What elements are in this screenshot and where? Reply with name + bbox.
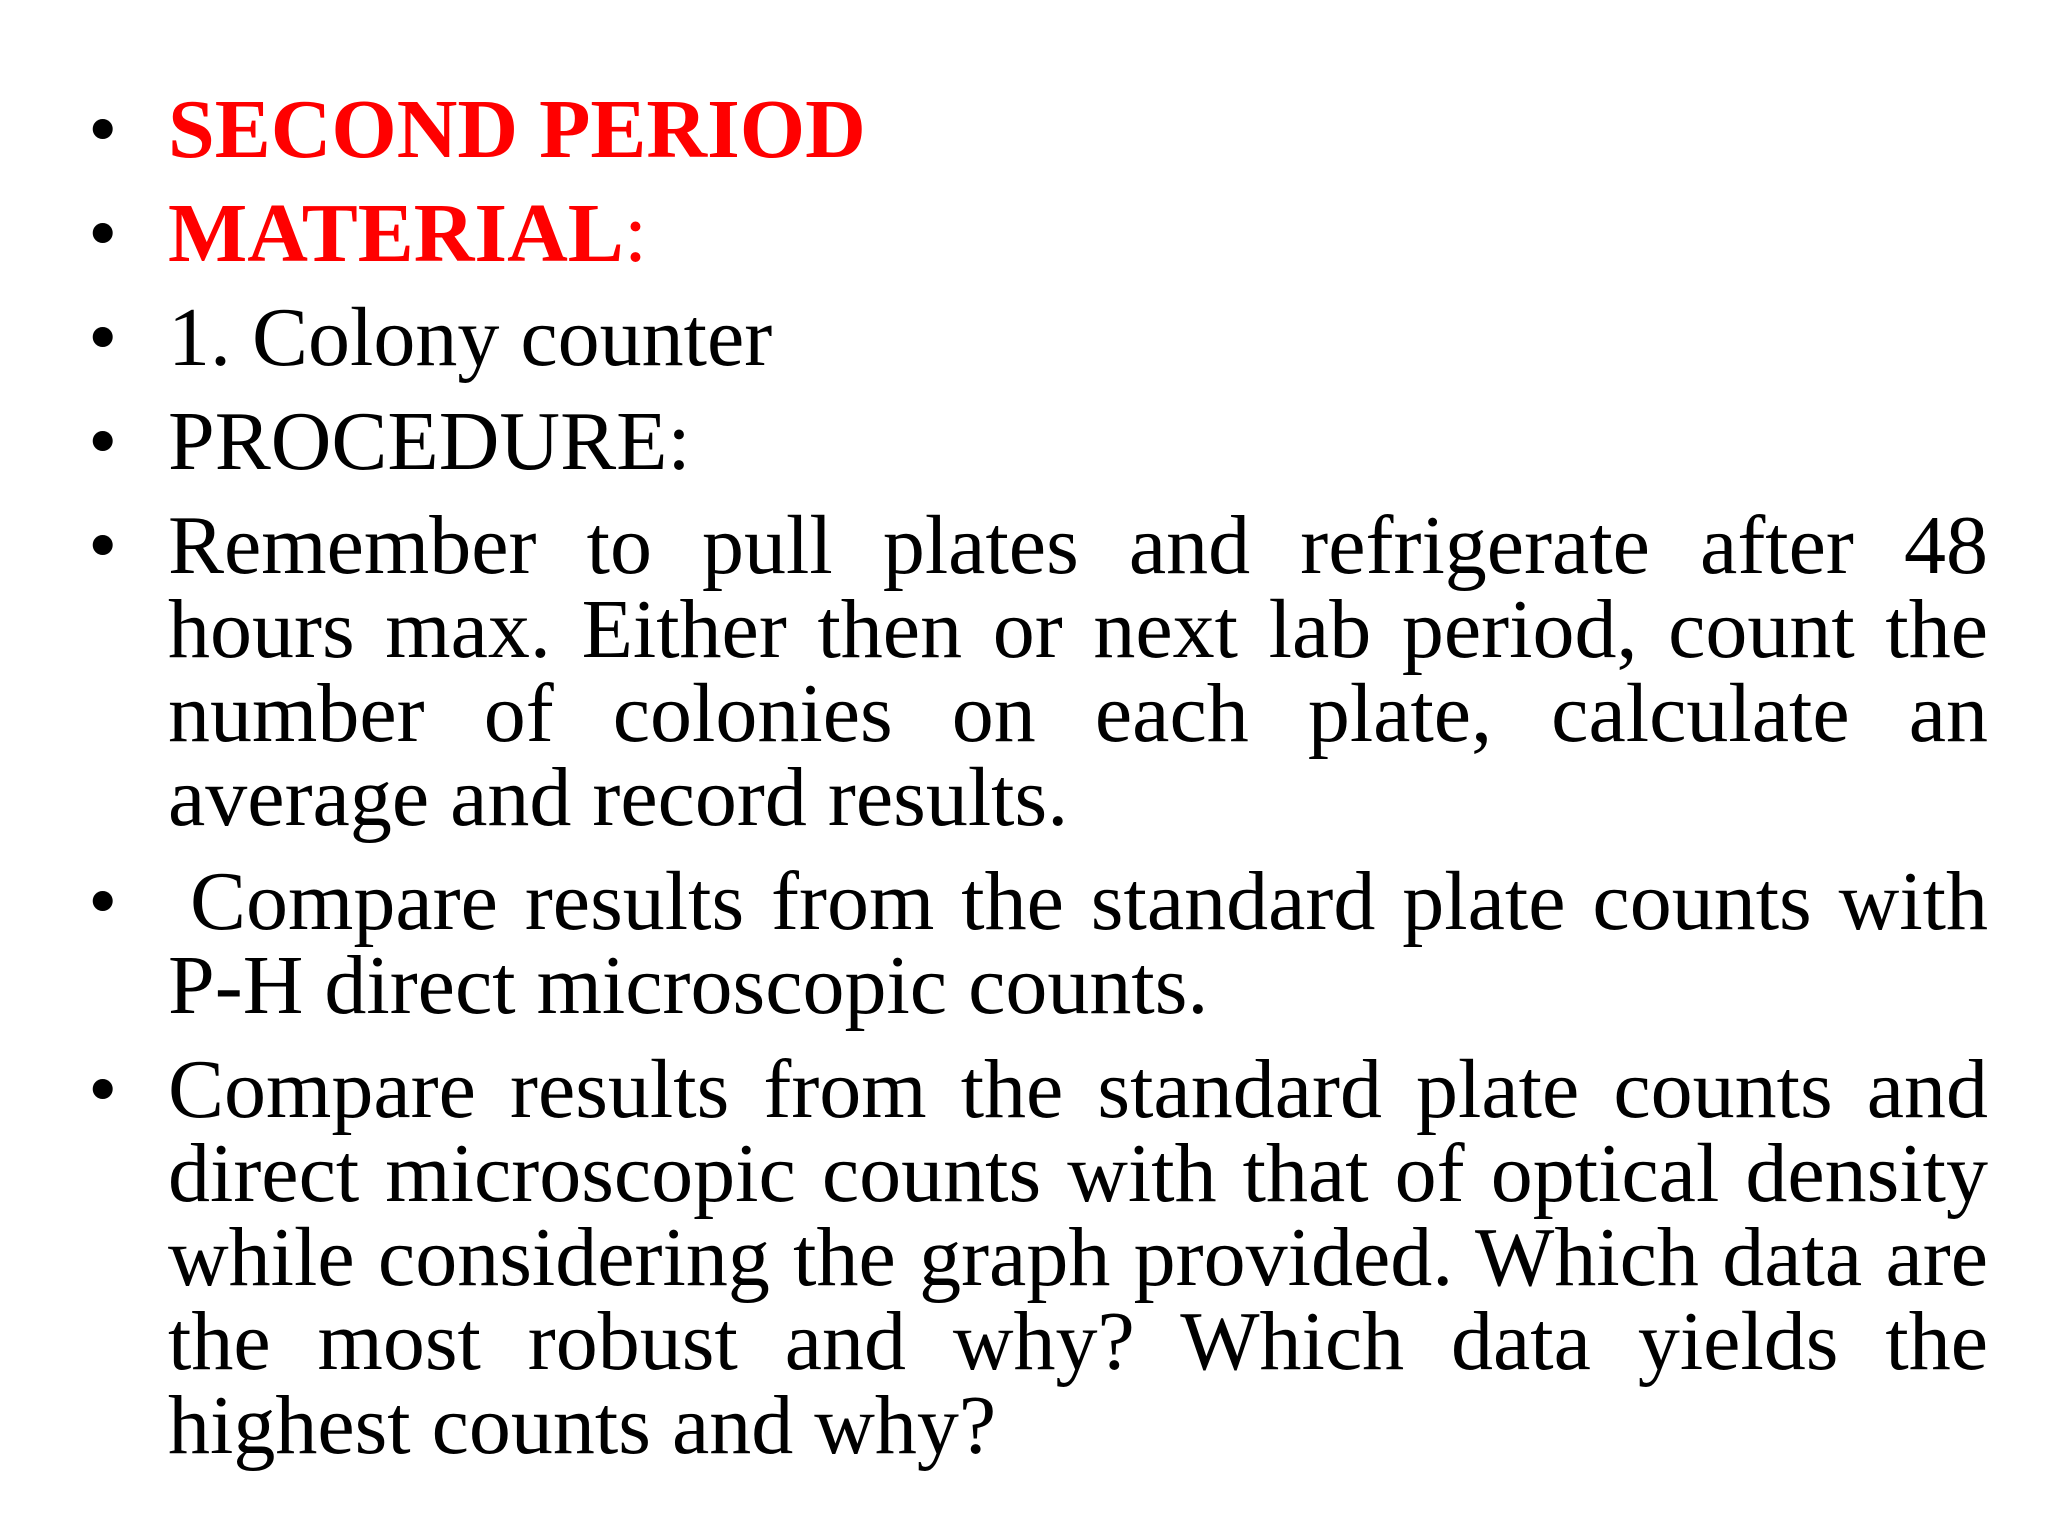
list-item-procedure-step-3 — [88, 1043, 1988, 1472]
list-item-material — [88, 187, 1988, 280]
heading-material: MATERIAL — [168, 187, 624, 280]
heading-procedure: PROCEDURE: — [168, 395, 691, 488]
procedure-step-text: Compare results from the standard plate counts and direct microscopic counts with that of optical density while considering the graph provided. Which data are the most robust and why? Which data yields the highest counts and why? — [168, 1043, 1988, 1472]
bullet-icon: • — [88, 187, 118, 280]
bullet-icon: • — [88, 1043, 118, 1136]
heading-second-period: SECOND PERIOD — [168, 83, 866, 176]
list-item-second-period — [88, 83, 1988, 176]
material-colon: : — [623, 187, 648, 280]
bullet-icon: • — [88, 499, 118, 592]
list-item-procedure — [88, 395, 1988, 488]
list-item-procedure-step-1 — [88, 499, 1988, 844]
bullet-icon: • — [88, 83, 118, 176]
list-item-procedure-step-2 — [88, 855, 1988, 1032]
bullet-icon: • — [88, 291, 118, 384]
bullet-list — [88, 83, 1988, 1488]
bullet-icon: • — [88, 855, 118, 948]
bullet-icon: • — [88, 395, 118, 488]
material-item-colony-counter: 1. Colony counter — [168, 291, 773, 384]
list-item-colony-counter — [88, 291, 1988, 384]
procedure-step-text: Compare results from the standard plate counts with P-H direct microscopic counts. — [168, 855, 1988, 1032]
procedure-step-text: Remember to pull plates and refrigerate after 48 hours max. Either then or next lab period, count the number of colonies on each plate, calculate an average and record results. — [168, 499, 1988, 844]
